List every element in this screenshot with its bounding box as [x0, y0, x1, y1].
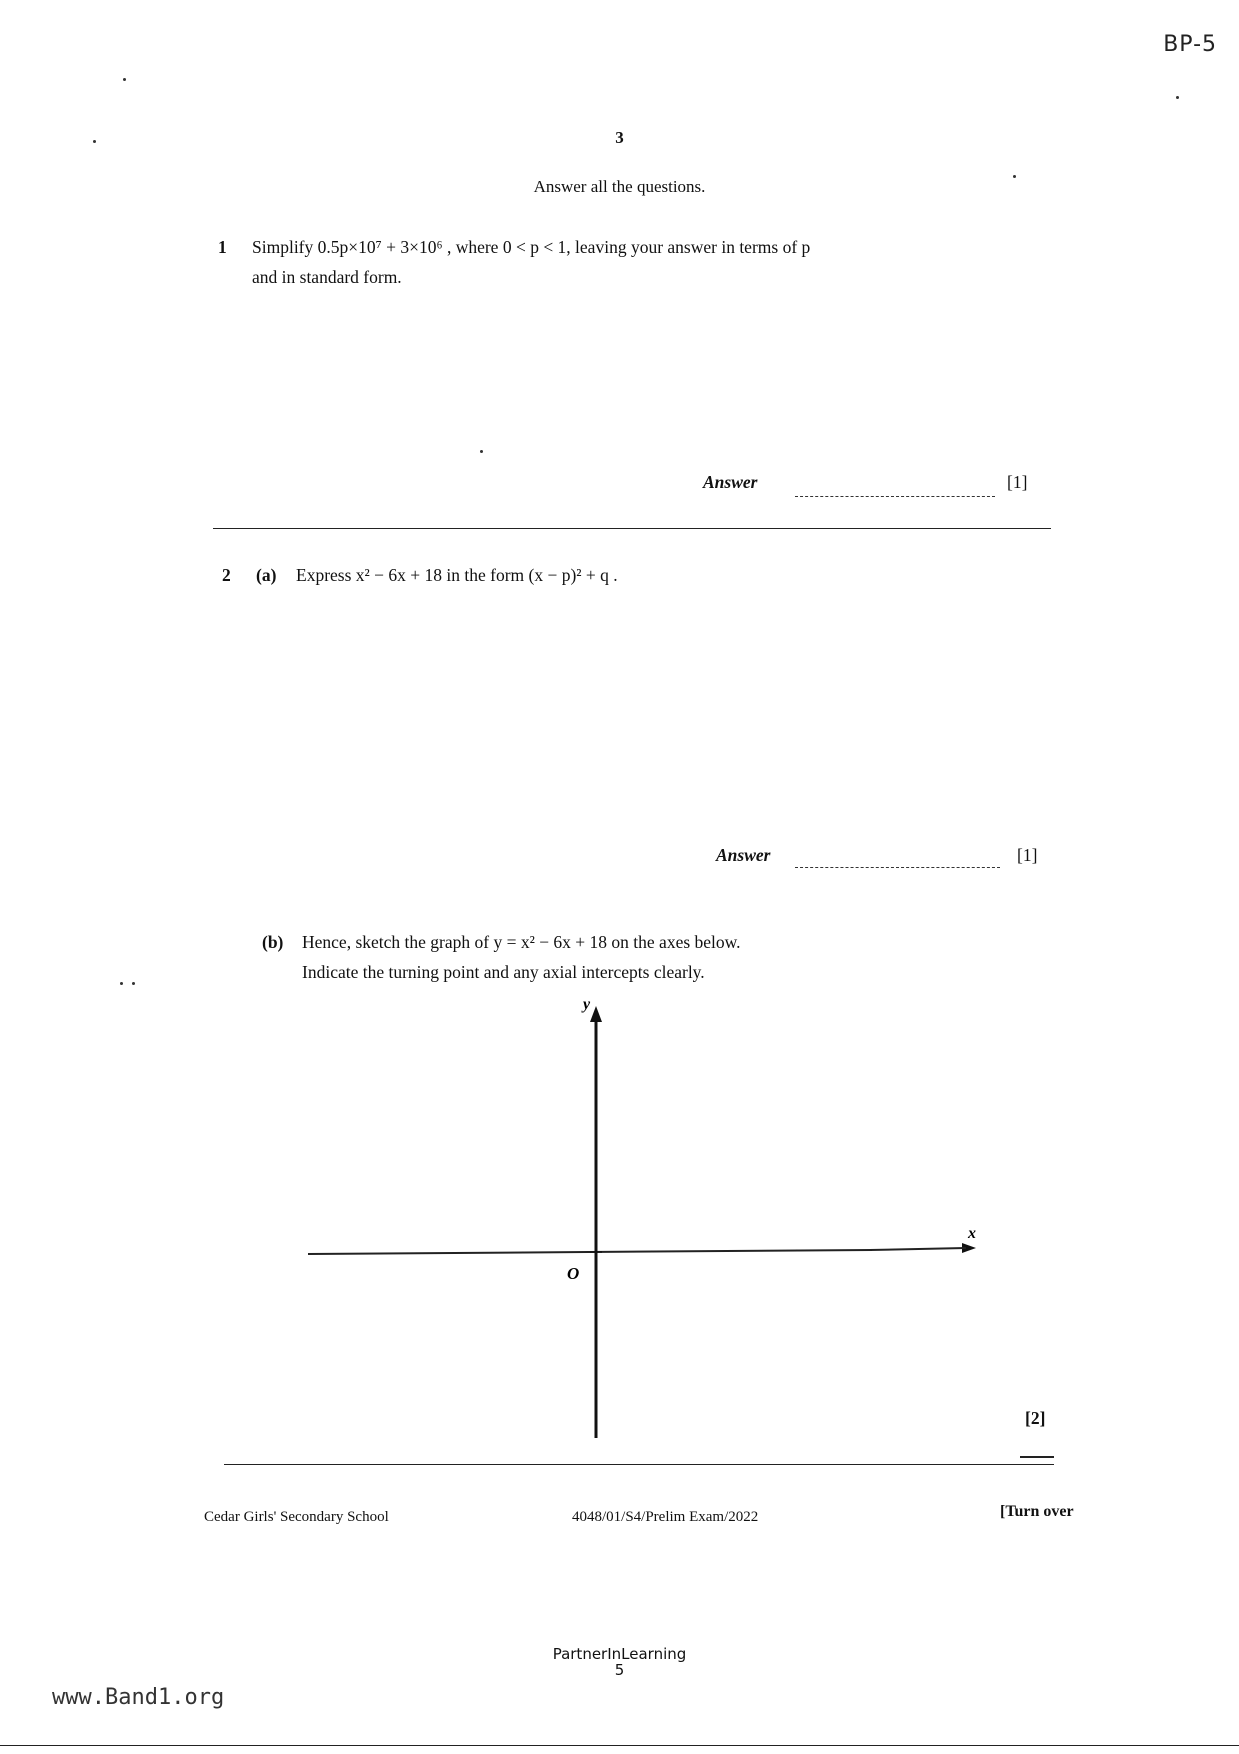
rule-segment [1020, 1456, 1054, 1458]
publisher-name: PartnerInLearning [552, 1645, 687, 1663]
question-2b [262, 927, 1042, 987]
page-end-rule [224, 1464, 1054, 1465]
question-text: Simplify 0.5p×10⁷ + 3×10⁶ , where 0 < p < 1, leaving your answer in terms of p [252, 237, 811, 257]
document-id: BP-5 [1163, 32, 1217, 57]
watermark-url: www.Band1.org [52, 1685, 225, 1710]
q1-answer-row [703, 472, 757, 493]
school-name: Cedar Girls' Secondary School [204, 1509, 389, 1525]
page-number: 3 [615, 128, 624, 147]
question-text: Express x² − 6x + 18 in the form (x − p)² + q . [296, 565, 618, 585]
x-axis-label: x [968, 1225, 976, 1242]
origin-label: O [567, 1264, 580, 1283]
question-2a [222, 560, 618, 590]
scan-speck [132, 982, 135, 985]
x-axis-line [870, 1248, 966, 1250]
scan-speck [123, 78, 126, 81]
q2a-answer-field[interactable] [795, 851, 1000, 868]
q1-marks: [1] [1007, 472, 1028, 492]
scan-speck [1176, 96, 1179, 99]
paper-code: 4048/01/S4/Prelim Exam/2022 [572, 1509, 759, 1525]
part-label: (b) [262, 932, 284, 952]
part-label: (a) [256, 565, 277, 585]
answer-label: Answer [716, 845, 771, 865]
answer-label: Answer [703, 472, 758, 492]
question-1 [218, 232, 1018, 292]
y-axis-label: y [583, 996, 591, 1013]
q1-answer-field[interactable] [795, 480, 995, 497]
q2a-marks: [1] [1017, 845, 1038, 865]
pdf-page-number: 5 [614, 1661, 625, 1679]
section-divider [213, 528, 1051, 529]
question-text-continued: Indicate the turning point and any axial intercepts clearly. [302, 962, 705, 982]
scan-bottom-edge [0, 1745, 1239, 1746]
sketch-axes[interactable] [290, 990, 1010, 1450]
scan-speck [480, 450, 483, 453]
question-number: 1 [218, 237, 227, 257]
instructions: Answer all the questions. [533, 177, 706, 196]
q2b-marks: [2] [1025, 1408, 1046, 1428]
question-number: 2 [222, 565, 231, 585]
scan-speck [120, 982, 123, 985]
q2a-answer-row [716, 845, 770, 866]
publisher-footer [0, 1646, 1239, 1678]
turn-over-note: [Turn over [1000, 1503, 1074, 1520]
y-axis-arrowhead [590, 1006, 602, 1022]
question-text-continued: and in standard form. [252, 267, 402, 287]
question-text: Hence, sketch the graph of y = x² − 6x + 18 on the axes below. [302, 932, 741, 952]
